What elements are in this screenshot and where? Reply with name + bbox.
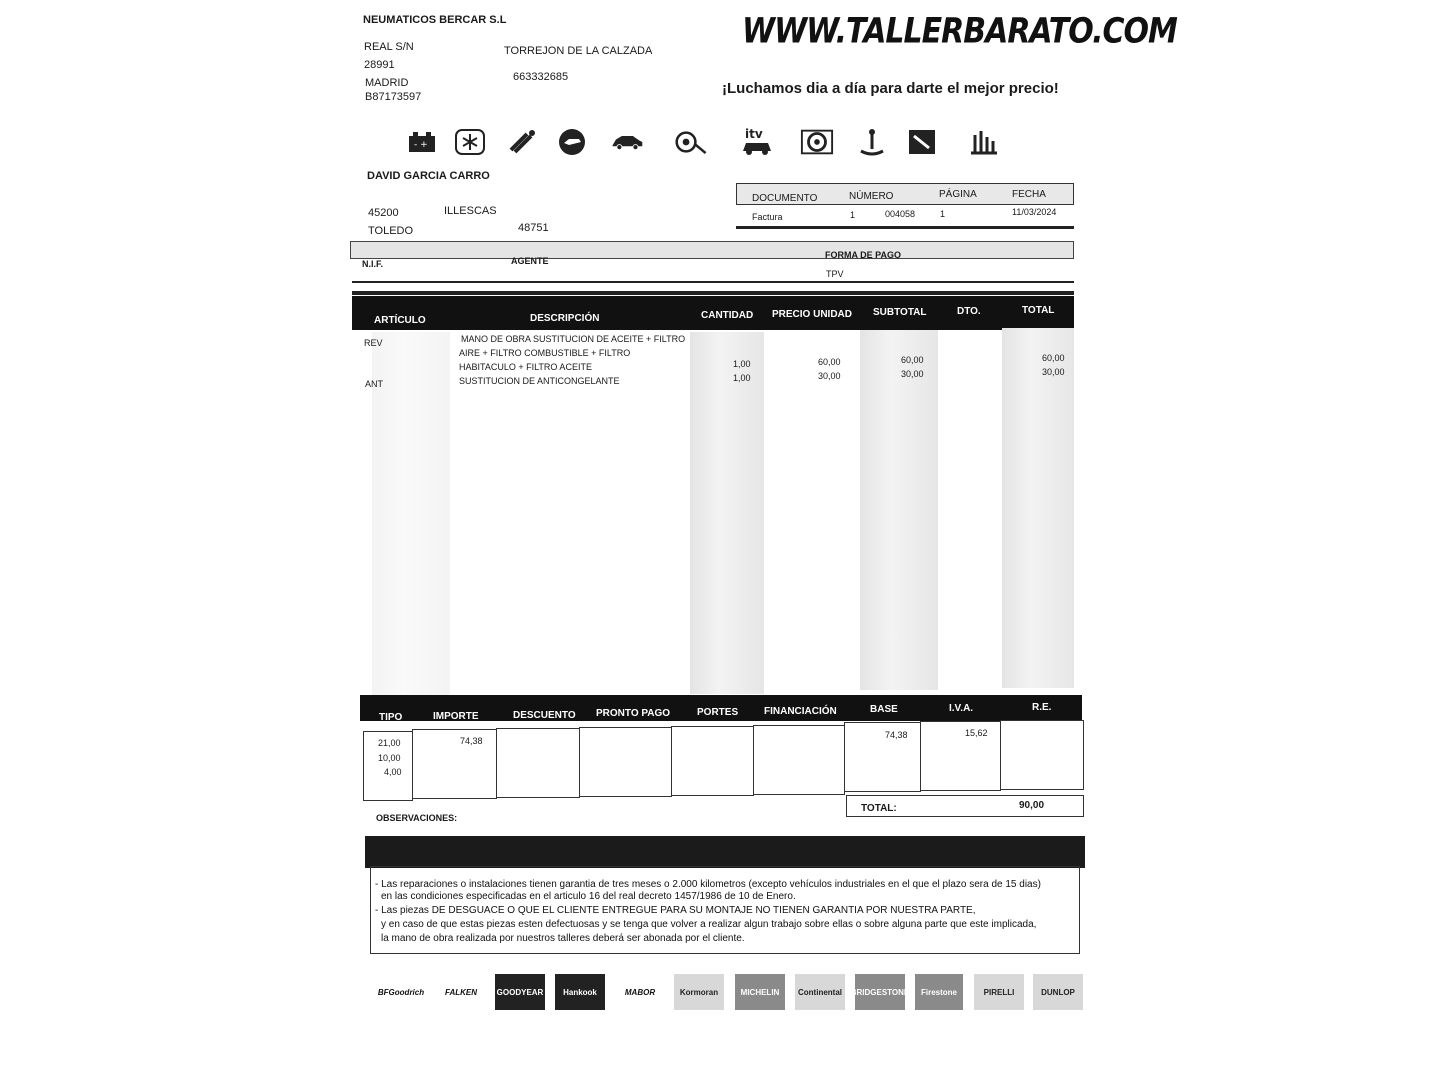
item-price: 30,00 [818,371,841,381]
slogan: ¡Luchamos dia a día para darte el mejor precio! [722,80,1059,97]
customer-name: DAVID GARCIA CARRO [367,170,490,182]
header-descripcion: DESCRIPCIÓN [530,313,600,324]
svg-text:itv: itv [745,127,763,141]
label-documento: DOCUMENTO [752,193,818,204]
brand-logo-pirelli: PIRELLI [974,974,1024,1010]
document-series: 1 [850,210,856,220]
tax-cell-financiacion [753,725,845,795]
spark-plug-icon [505,126,539,158]
customer-province: TOLEDO [368,225,414,237]
label-agente: AGENTE [511,256,549,266]
item-total: 60,00 [1042,353,1065,363]
item-description-line: MANO DE OBRA SUSTITUCION DE ACEITE + FILTRO [461,334,686,344]
battery-icon [405,126,439,158]
header-tipo: TIPO [379,712,403,723]
item-description-line: AIRE + FILTRO COMBUSTIBLE + FILTRO [459,348,631,358]
customer-postal-code: 45200 [368,207,399,219]
website-logo: WWW.TALLERBARATO.COM [742,11,1177,52]
item-code: REV [364,338,383,348]
payment-info-header [350,241,1074,259]
issuer-name: NEUMATICOS BERCAR S.L [363,14,507,26]
tax-cell-portes [671,726,754,796]
terms-line: en las condiciones especificadas en el articulo 16 del real decreto 1457/1986 de 10 de Enero. [381,891,796,902]
tax-base: 74,38 [885,730,908,740]
tax-cell-iva [920,721,1001,791]
tax-importe: 74,38 [460,736,483,746]
label-fecha: FECHA [1012,189,1046,200]
item-description-line: HABITACULO + FILTRO ACEITE [459,362,592,372]
document-page: 1 [940,209,946,219]
total-box [846,795,1084,817]
oil-change-icon [555,126,589,158]
header-base: BASE [870,704,898,715]
service-icons-row [405,126,1005,162]
header-subtotal: SUBTOTAL [873,307,927,318]
total-amount: 90,00 [1019,800,1045,811]
header-descuento: DESCUENTO [513,710,576,721]
item-subtotal: 60,00 [901,355,924,365]
item-qty: 1,00 [733,359,751,369]
wrench-icon [905,126,939,158]
tax-summary-header [360,695,1082,721]
tax-iva: 15,62 [965,728,988,738]
document-info-box [736,183,1074,227]
separator-line-thick [352,291,1074,295]
item-subtotal: 30,00 [901,369,924,379]
document-number: 004058 [885,209,916,219]
items-header [352,296,1074,330]
issuer-phone: 663332685 [513,71,569,83]
document-type: Factura [752,212,783,222]
issuer-cif: B87173597 [365,91,422,103]
total-label: TOTAL: [861,803,897,814]
item-total: 30,00 [1042,367,1065,377]
air-conditioning-icon [453,126,487,158]
observaciones-label: OBSERVACIONES: [376,813,458,823]
tire-icon [800,126,834,158]
header-total: TOTAL [1022,305,1055,316]
car-body-icon [610,126,644,158]
issuer-street: REAL S/N [364,41,414,53]
header-precio-unidad: PRECIO UNIDAD [772,309,853,320]
label-numero: NÚMERO [849,191,894,202]
item-code: ANT [365,379,383,389]
item-description-line: SUSTITUCION DE ANTICONGELANTE [459,376,620,386]
customer-code: 48751 [518,222,549,234]
terms-line: - Las piezas DE DESGUACE O QUE EL CLIENTE ENTREGUE PARA SU MONTAJE NO TIENEN GARANTIA POR NUESTRA PARTE, [375,905,976,916]
item-price: 60,00 [818,357,841,367]
terms-line: - Las reparaciones o instalaciones tienen garantia de tres meses o 2.000 kilometros (excepto vehículos industriales en el que el plazo sera de 15 dias) [375,879,1041,890]
brand-logo-bfgoodrich: BFGoodrich [377,987,425,997]
terms-line: la mano de obra realizada por nuestros talleres deberá ser abonada por el cliente. [381,933,745,944]
brand-logo-hankook: Hankook [555,974,605,1010]
document-date: 11/03/2024 [1012,207,1057,217]
issuer-city: TORREJON DE LA CALZADA [504,45,653,57]
terms-line: y en caso de que estas piezas esten defectuosas y se tenga que volver a realizar algun trabajo sobre ellas o sobre alguna parte que este implicada, [381,919,1037,930]
header-dto: DTO. [957,306,981,317]
tax-cell-pronto-pago [579,727,672,797]
label-nif: N.I.F. [362,259,384,269]
header-financiacion: FINANCIACIÓN [764,706,837,717]
brand-logo-falken: FALKEN [445,987,477,997]
tax-cell-re [1000,720,1084,790]
payment-info-box [350,241,1074,279]
header-importe: IMPORTE [433,711,479,722]
label-pagina: PÁGINA [939,189,977,200]
brand-logo-michelin: MICHELIN [735,974,785,1010]
brand-logo-continental: Continental [795,974,845,1010]
separator-line [352,281,1074,283]
subtotal-column-shade [860,330,938,690]
cantidad-column-shade [690,332,764,694]
tax-rate: 10,00 [378,753,401,763]
payment-method: TPV [826,269,844,279]
brand-logo-kormoran: Kormoran [674,974,724,1010]
terms-box [370,866,1080,954]
tax-cell-importe [412,729,497,799]
suspension-icon [967,126,1001,158]
itv-inspection-icon [740,126,774,158]
header-pronto-pago: PRONTO PAGO [596,708,671,719]
item-qty: 1,00 [733,373,751,383]
brand-logo-bridgestone: BRIDGESTONE [855,974,905,1010]
brand-logo-mabor: MABOR [624,987,656,997]
header-portes: PORTES [697,707,739,718]
gear-shift-icon [855,126,889,158]
label-forma-pago: FORMA DE PAGO [825,250,901,260]
issuer-postal-code: 28991 [364,59,395,71]
tax-rate: 4,00 [384,767,402,777]
header-articulo: ARTÍCULO [374,315,426,326]
tax-cell-descuento [496,728,580,798]
document-info-bar [736,226,1074,229]
tax-rate: 21,00 [378,738,401,748]
tax-cell-base [844,722,921,792]
articulo-column-shade [372,332,450,698]
header-iva: I.V.A. [949,703,974,714]
issuer-province: MADRID [365,77,409,89]
customer-city: ILLESCAS [444,205,497,217]
observations-band [365,836,1085,868]
brand-logo-firestone: Firestone [915,974,963,1010]
wheel-alignment-icon [675,126,709,158]
header-re: R.E. [1032,702,1052,713]
svg-text:- +: - + [414,140,428,150]
brand-logo-dunlop: DUNLOP [1033,974,1083,1010]
header-cantidad: CANTIDAD [701,310,754,321]
total-column-shade [1002,328,1074,688]
brand-logo-goodyear: GOODYEAR [495,974,545,1010]
